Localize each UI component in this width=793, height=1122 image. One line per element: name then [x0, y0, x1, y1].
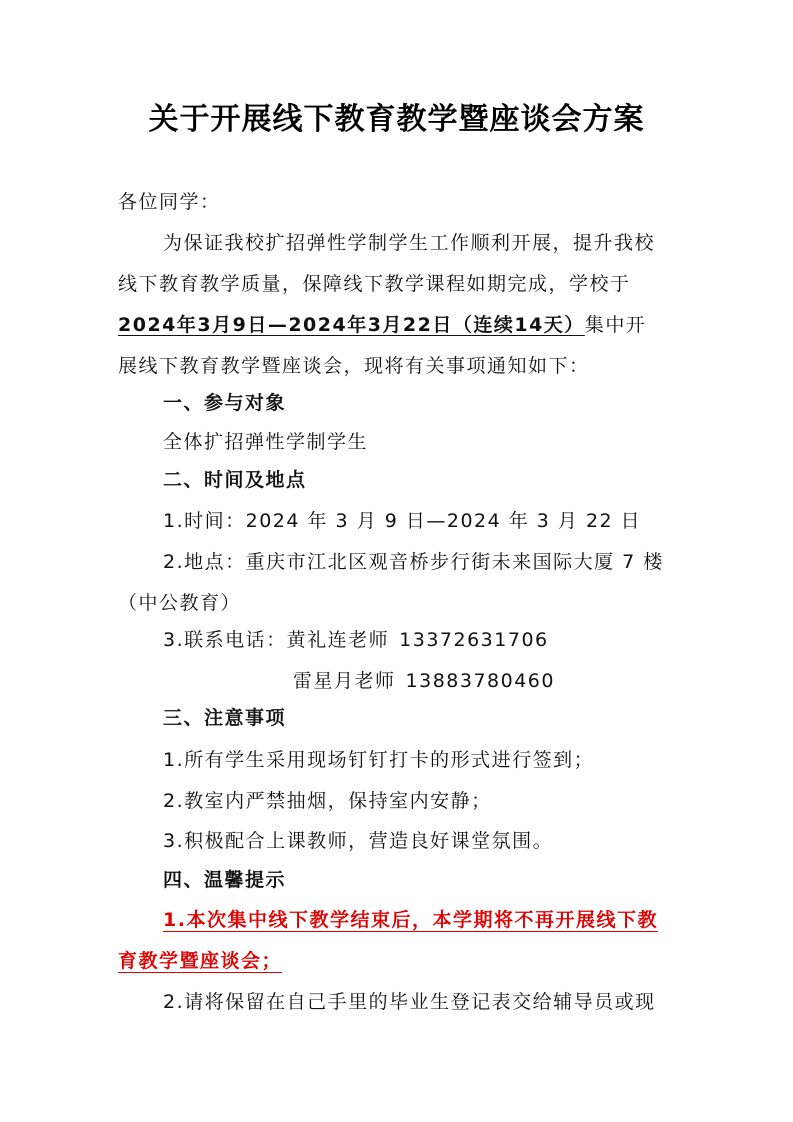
contact-row-2 [293, 666, 688, 696]
intro-line-4: 展线下教育教学暨座谈会，现将有关事项通知如下： [118, 355, 590, 377]
section-heading-notes: 三、注意事项 [163, 707, 287, 729]
intro-line-1: 为保证我校扩招弹性学制学生工作顺利开展，提升我校 [163, 232, 656, 254]
red-emphasis-text: 1.本次集中线下教学结束后，本学期将不再开展线下教 [163, 909, 658, 931]
intro-line-3-tail: 集中开 [584, 314, 647, 336]
document-title: 关于开展线下教育教学暨座谈会方案 [148, 102, 645, 137]
date-range-highlight: 2024年3月9日—2024年3月22日（连续14天） [118, 314, 585, 336]
place-item-line-2: （中公教育） [118, 592, 242, 614]
intro-line-3 [118, 310, 688, 340]
tip-item-1-line-1 [163, 905, 688, 935]
contact-row-1 [163, 625, 688, 655]
tip-item-1-line-2 [118, 946, 688, 976]
time-item: 1.时间：2024 年 3 月 9 日—2024 年 3 月 22 日 [163, 510, 642, 532]
greeting: 各位同学： [118, 191, 221, 213]
contact-name: 黄礼连老师 [286, 629, 390, 651]
note-item-3: 3.积极配合上课教师，营造良好课堂氛围。 [163, 830, 554, 852]
contact-label: 3.联系电话： [163, 629, 287, 651]
contact-name: 雷星月老师 [293, 670, 396, 692]
place-item-line-1: 2.地点：重庆市江北区观音桥步行街未来国际大厦 7 楼 [163, 551, 664, 573]
section-heading-tips: 四、温馨提示 [163, 869, 287, 891]
section-heading-time-place: 二、时间及地点 [163, 469, 307, 491]
contact-phone: 13372631706 [399, 629, 549, 651]
note-item-2: 2.教室内严禁抽烟，保持室内安静； [163, 790, 492, 812]
red-emphasis-text: 育教学暨座谈会； [118, 950, 283, 972]
tip-item-2-line-1: 2.请将保留在自己手里的毕业生登记表交给辅导员或现 [163, 991, 656, 1013]
section-heading-participants: 一、参与对象 [163, 392, 287, 414]
participants-content: 全体扩招弹性学制学生 [163, 431, 369, 453]
contact-phone: 13883780460 [405, 670, 555, 692]
note-item-1: 1.所有学生采用现场钉钉打卡的形式进行签到； [163, 749, 595, 771]
intro-line-2: 线下教育教学质量，保障线下教学课程如期完成，学校于 [118, 273, 631, 295]
